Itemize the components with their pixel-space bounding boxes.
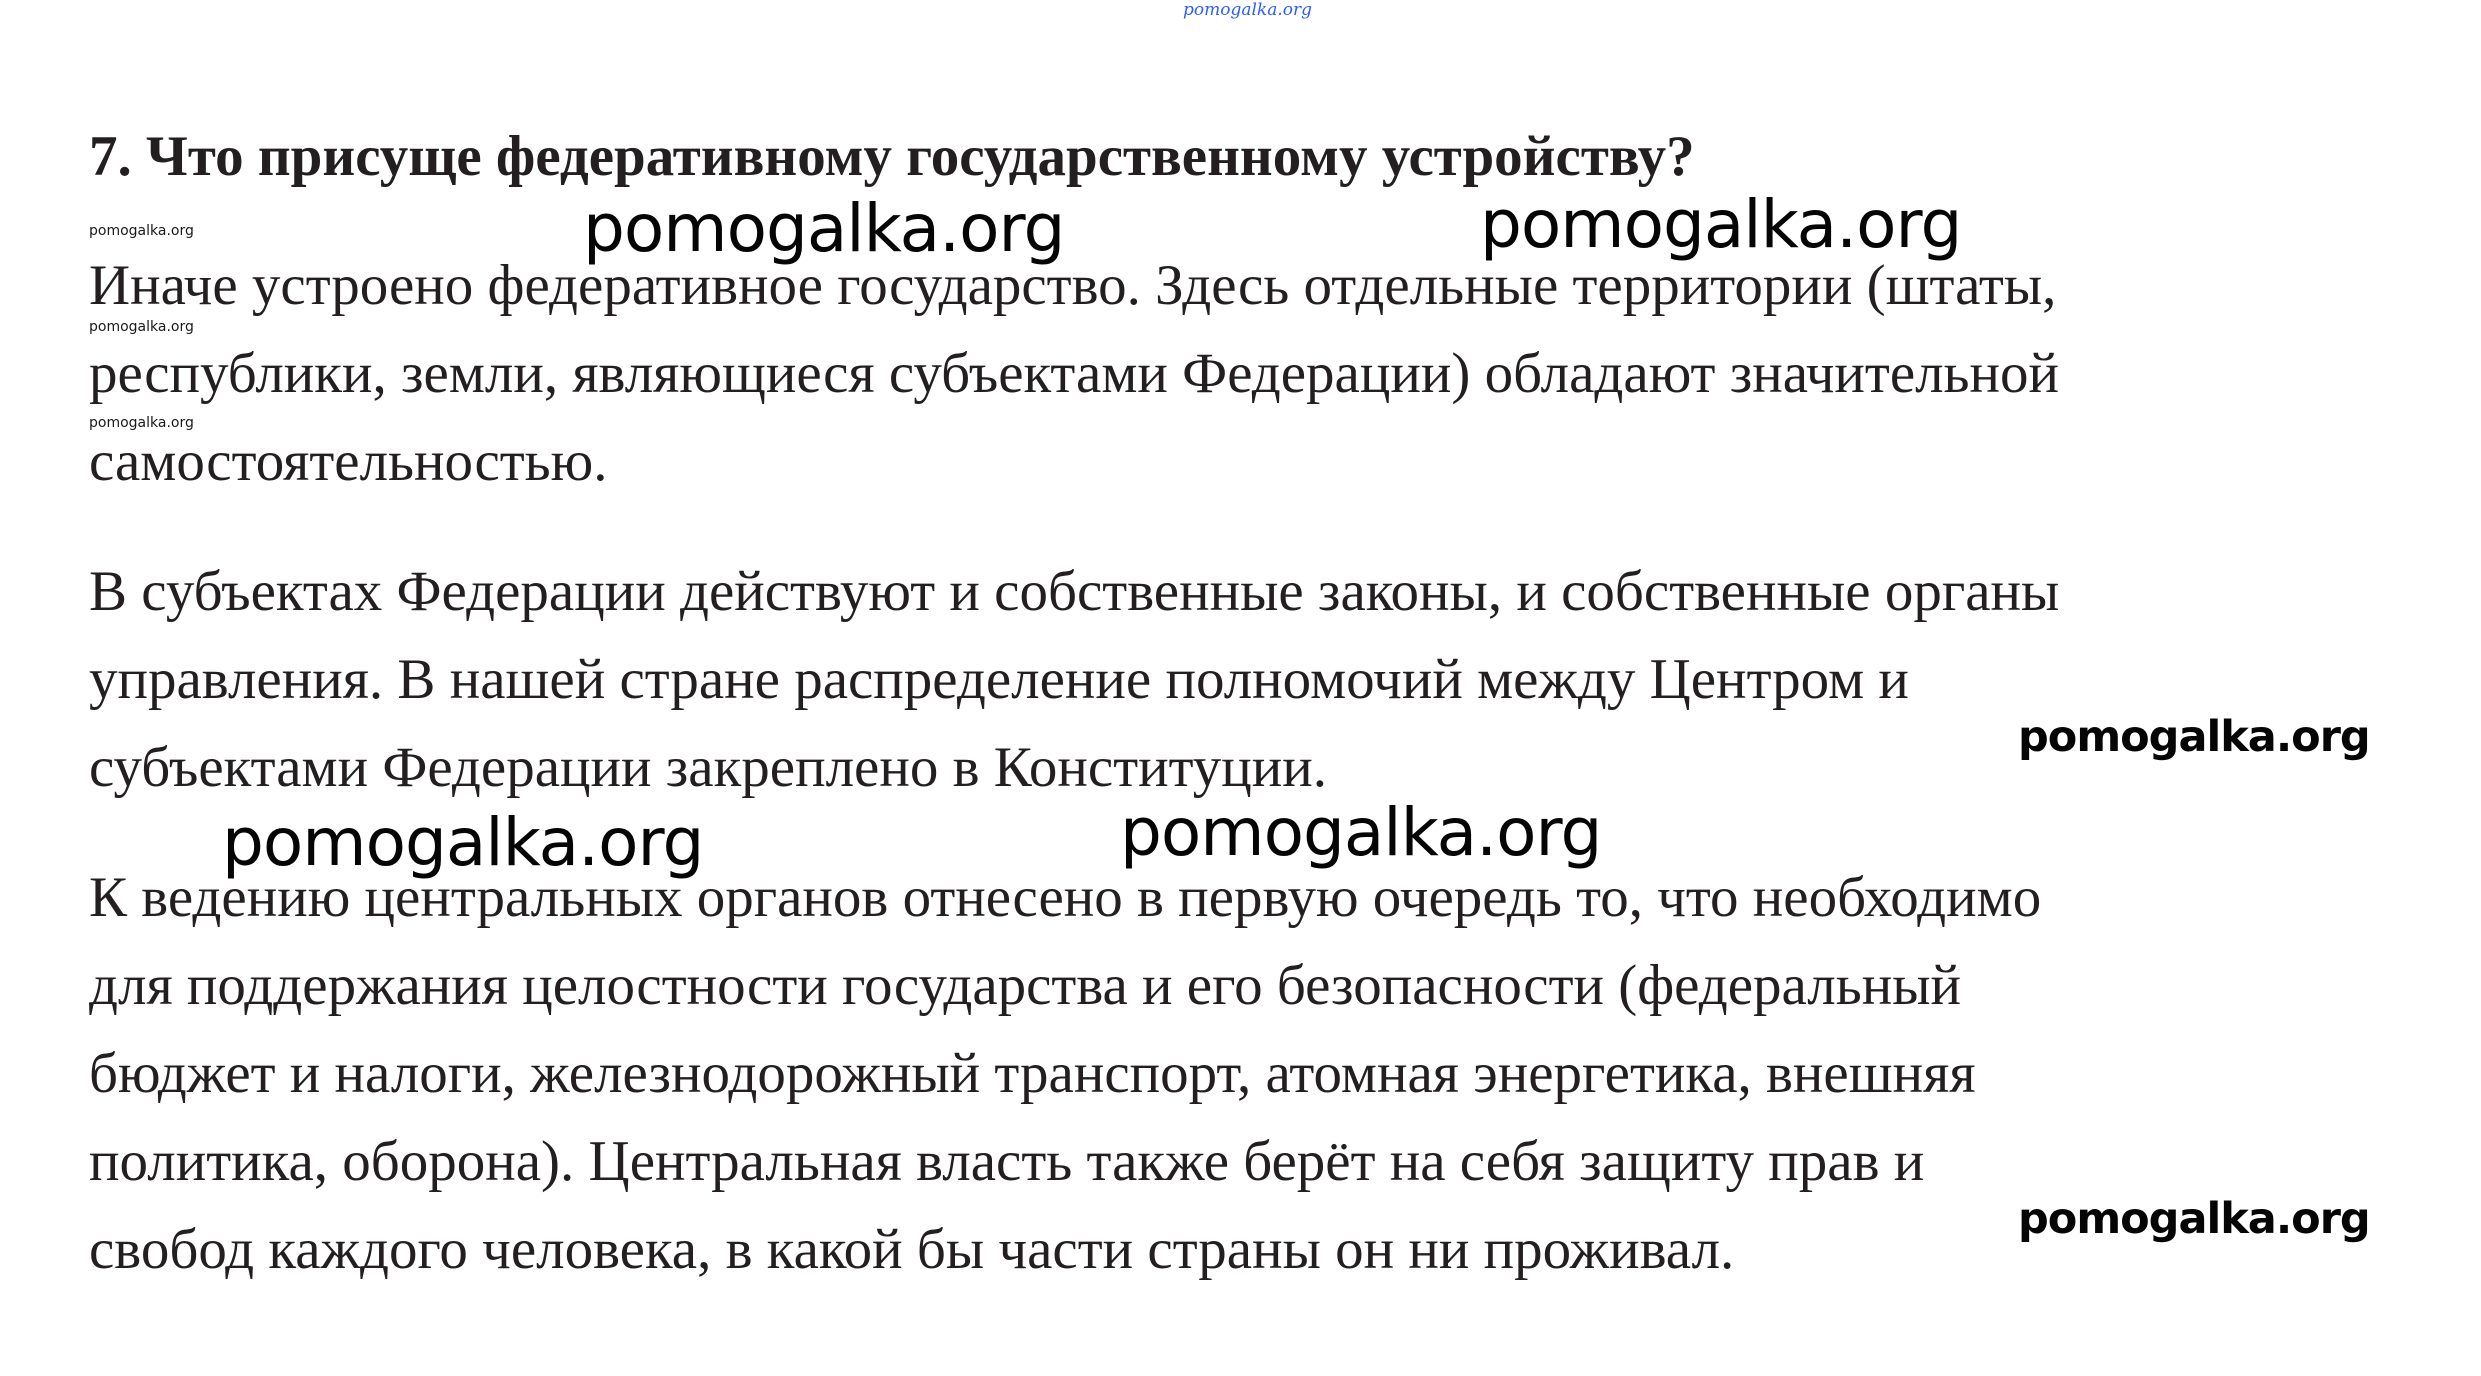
- watermark-medium: pomogalka.org: [2018, 712, 2370, 762]
- paragraph-line: субъектами Федерации закреплено в Конституции.: [89, 736, 1328, 799]
- paragraph-line: для поддержания целостности государства и его безопасности (федеральный: [89, 954, 1962, 1017]
- paragraph-line: самостоятельностью.: [89, 430, 608, 493]
- watermark-large: pomogalka.org: [222, 804, 704, 881]
- answer-paragraph-3: [89, 854, 2041, 1294]
- watermark-small: pomogalka.org: [89, 319, 194, 335]
- paragraph-line: республики, земли, являющиеся субъектами Федерации) обладают значительной: [89, 342, 2060, 405]
- paragraph-line: бюджет и налоги, железнодорожный транспорт, атомная энергетика, внешняя: [89, 1042, 1976, 1105]
- watermark-small: pomogalka.org: [89, 415, 194, 431]
- paragraph-line: В субъектах Федерации действуют и собственные законы, и собственные органы: [89, 560, 2060, 623]
- question-heading: 7. Что присуще федеративному государственному устройству?: [89, 125, 1695, 188]
- paragraph-line: Иначе устроено федеративное государство. Здесь отдельные территории (штаты,: [89, 254, 2057, 317]
- site-link-top[interactable]: pomogalka.org: [1183, 0, 1313, 20]
- paragraph-line: политика, оборона). Центральная власть также берёт на себя защиту прав и: [89, 1130, 1925, 1193]
- answer-paragraph-2: [89, 548, 2059, 812]
- watermark-large: pomogalka.org: [583, 190, 1065, 267]
- watermark-medium: pomogalka.org: [2018, 1194, 2370, 1244]
- paragraph-line: управления. В нашей стране распределение полномочий между Центром и: [89, 648, 1909, 711]
- watermark-small: pomogalka.org: [89, 223, 194, 239]
- paragraph-line: свобод каждого человека, в какой бы части страны он ни проживал.: [89, 1218, 1735, 1281]
- watermark-large: pomogalka.org: [1480, 186, 1962, 263]
- answer-paragraph-1: [89, 242, 2059, 506]
- paragraph-line: К ведению центральных органов отнесено в первую очередь то, что необходимо: [89, 866, 2042, 929]
- watermark-large: pomogalka.org: [1120, 794, 1602, 871]
